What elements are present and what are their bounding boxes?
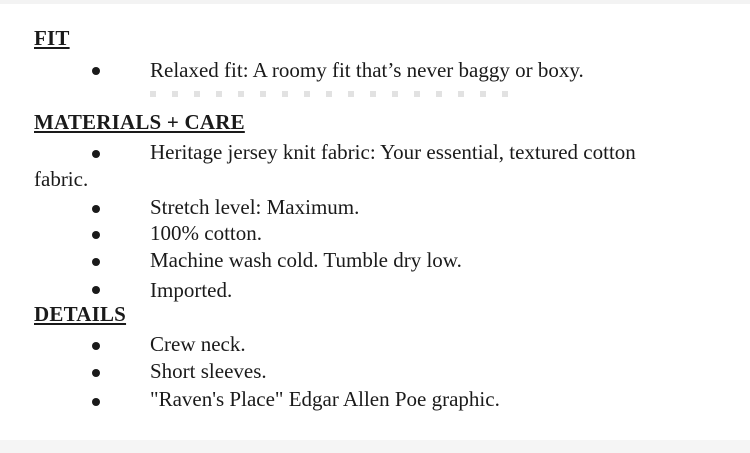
details-item: "Raven's Place" Edgar Allen Poe graphic. (150, 387, 500, 411)
bottom-edge (0, 440, 750, 453)
bullet (92, 231, 100, 239)
fit-item: Relaxed fit: A roomy fit that’s never baggy or boxy. (150, 58, 584, 82)
materials-item: 100% cotton. (150, 221, 262, 245)
materials-item: Machine wash cold. Tumble dry low. (150, 248, 462, 272)
details-item: Crew neck. (150, 332, 246, 356)
top-edge (0, 0, 750, 4)
materials-item: Imported. (150, 278, 233, 302)
materials-care-heading: MATERIALS + CARE (34, 110, 245, 134)
materials-item-continuation: fabric. (34, 167, 89, 191)
bullet (92, 342, 100, 350)
bullet (92, 286, 100, 294)
bullet (92, 258, 100, 266)
fit-heading: FIT (34, 26, 70, 50)
bullet (92, 369, 100, 377)
materials-item: Heritage jersey knit fabric: Your essential, textured cotton (150, 140, 636, 164)
bullet (92, 398, 100, 406)
details-item: Short sleeves. (150, 359, 267, 383)
bullet (92, 150, 100, 158)
bullet (92, 67, 100, 75)
bullet (92, 205, 100, 213)
materials-item: Stretch level: Maximum. (150, 195, 360, 219)
faint-cut-off-line (150, 91, 520, 97)
details-heading: DETAILS (34, 302, 127, 326)
